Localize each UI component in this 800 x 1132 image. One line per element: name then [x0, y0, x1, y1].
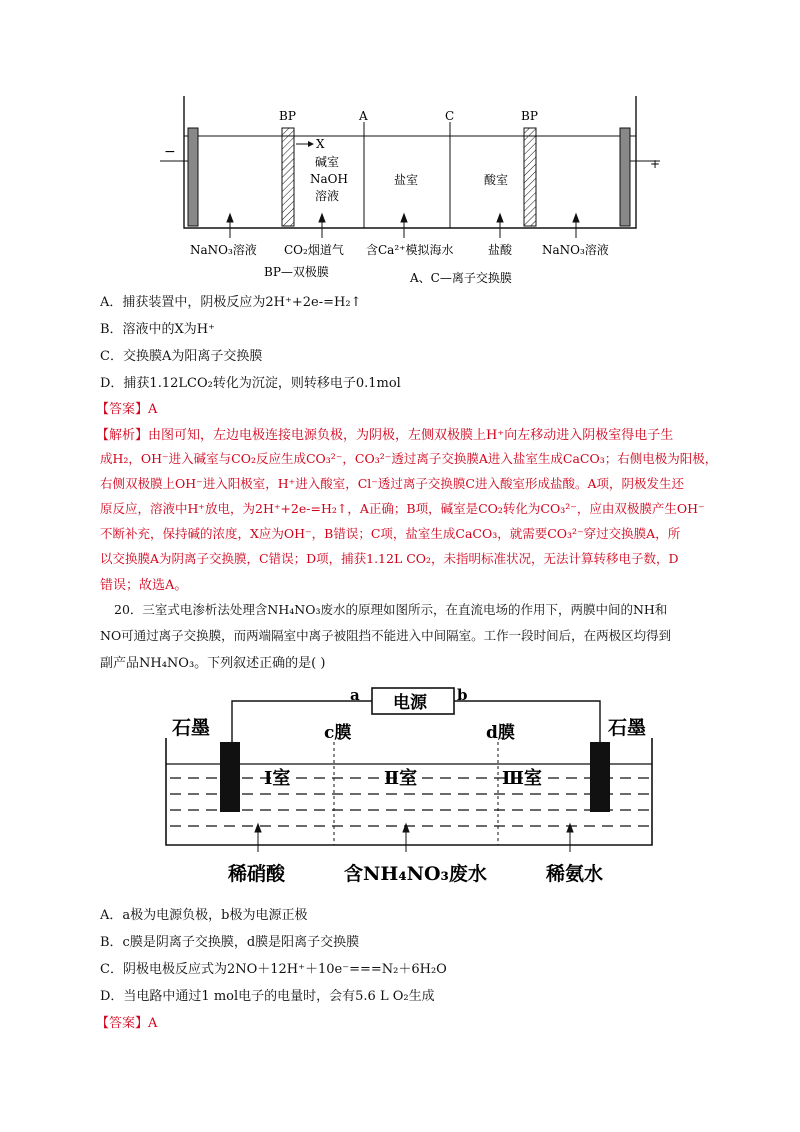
label-bp-left: BP — [279, 109, 296, 123]
graphite-right-label: 石墨 — [608, 717, 647, 739]
room1-line1: 碱室 — [315, 155, 340, 169]
anode-electrode — [620, 128, 630, 226]
feed3-label: 稀氨水 — [546, 863, 604, 885]
room2-label: 盐室 — [394, 173, 419, 187]
feed1-label: NaNO₃溶液 — [190, 243, 257, 257]
room1-line3: 溶液 — [315, 189, 340, 203]
power-label: 电源 — [393, 693, 427, 713]
q19-analysis-line-2: 成H₂，OH⁻进入碱室与CO₂反应生成CO₃²⁻，CO₃²⁻透过离子交换膜A进入盐室生成CaCO₃；右侧电极为阳极， — [100, 451, 718, 466]
c-membrane-label: c膜 — [324, 723, 352, 743]
q20-answer: 【答案】A — [96, 1016, 158, 1031]
cathode-electrode — [188, 128, 198, 226]
room2-label: Ⅱ室 — [384, 768, 418, 789]
q20-option-b: B．c膜是阴离子交换膜，d膜是阳离子交换膜 — [100, 935, 360, 950]
terminal-b-label: b — [457, 686, 468, 704]
graphite-electrode-left — [220, 742, 240, 812]
q19-option-d: D．捕获1.12LCO₂转化为沉淀，则转移电子0.1mol — [100, 376, 401, 391]
q20-stem-line-2: NO可通过离子交换膜，而两端隔室中离子被阻挡不能进入中间隔室。工作一段时间后，在两极区均得到 — [100, 628, 672, 643]
label-c: C — [445, 109, 455, 123]
feed3-label: 含Ca²⁺模拟海水 — [366, 243, 454, 257]
room1-label: Ⅰ室 — [264, 768, 291, 789]
feed5-label: NaNO₃溶液 — [542, 243, 609, 257]
q19-analysis-line-5: 不断补充，保持碱的浓度，X应为OH⁻，B错误；C项，盐室生成CaCO₃，就需要CO₃²⁻穿过交换膜A，所 — [100, 526, 681, 541]
electrodialysis-diagram — [160, 680, 660, 895]
q19-answer: 【答案】A — [96, 402, 158, 417]
legend-ac: A、C—离子交换膜 — [410, 271, 512, 285]
q19-option-a: A．捕获装置中，阴极反应为2H⁺+2e-=H₂↑ — [100, 295, 362, 310]
q19-option-b: B．溶液中的X为H⁺ — [100, 322, 216, 337]
q19-analysis-line-3: 右侧双极膜上OH⁻进入阳极室，H⁺进入酸室，Cl⁻透过离子交换膜C进入酸室形成盐酸。A项，阴极发生还 — [100, 476, 684, 491]
q20-option-a: A．a极为电源负极，b极为电源正极 — [100, 908, 308, 923]
q19-analysis-line-7: 错误；故选A。 — [100, 578, 188, 593]
terminal-a-label: a — [350, 686, 360, 704]
q20-option-d: D．当电路中通过1 mol电子的电量时，会有5.6 L O₂生成 — [100, 989, 435, 1004]
q19-analysis-line-1: 【解析】由图可知，左边电极连接电源负极，为阴极，左侧双极膜上H⁺向左移动进入阴极室得电子生 — [96, 428, 674, 443]
bipolar-membrane-left — [282, 128, 294, 226]
q19-analysis-line-4: 原反应，溶液中H⁺放电，为2H⁺+2e-=H₂↑，A正确；B项，碱室是CO₂转化为CO₃²⁻，应由双极膜产生OH⁻ — [100, 501, 705, 516]
room1-line2: NaOH — [310, 172, 348, 186]
q20-option-c: C．阴极电极反应式为2NO＋12H⁺＋10e⁻===N₂＋6H₂O — [100, 962, 447, 977]
q19-analysis-line-6: 以交换膜A为阴离子交换膜，C错误；D项，捕获1.12L CO₂，未指明标准状况，无法计算转移电子数，D — [100, 551, 679, 566]
feed1-label: 稀硝酸 — [228, 863, 286, 885]
label-a: A — [359, 109, 368, 123]
capture-device-diagram — [150, 90, 670, 290]
label-bp-right: BP — [521, 109, 538, 123]
label-plus: + — [650, 157, 661, 171]
q20-stem-line-1: 20．三室式电渗析法处理含NH₄NO₃废水的原理如图所示，在直流电场的作用下，两膜中间的NH和 — [114, 602, 668, 617]
room3-label: 酸室 — [484, 173, 509, 187]
label-minus: − — [164, 144, 176, 160]
bipolar-membrane-right — [524, 128, 536, 226]
legend-bp: BP—双极膜 — [264, 265, 329, 279]
feed4-label: 盐酸 — [488, 243, 513, 257]
d-membrane-label: d膜 — [486, 723, 515, 743]
room3-label: Ⅲ室 — [502, 768, 542, 789]
graphite-left-label: 石墨 — [172, 717, 211, 739]
q19-option-c: C．交换膜A为阳离子交换膜 — [100, 349, 263, 364]
feed2-label: 含NH₄NO₃废水 — [344, 863, 487, 885]
feed2-label: CO₂烟道气 — [284, 243, 344, 257]
label-x: X — [316, 137, 325, 151]
q20-stem-line-3: 副产品NH₄NO₃。下列叙述正确的是( ) — [100, 656, 326, 671]
graphite-electrode-right — [590, 742, 610, 812]
